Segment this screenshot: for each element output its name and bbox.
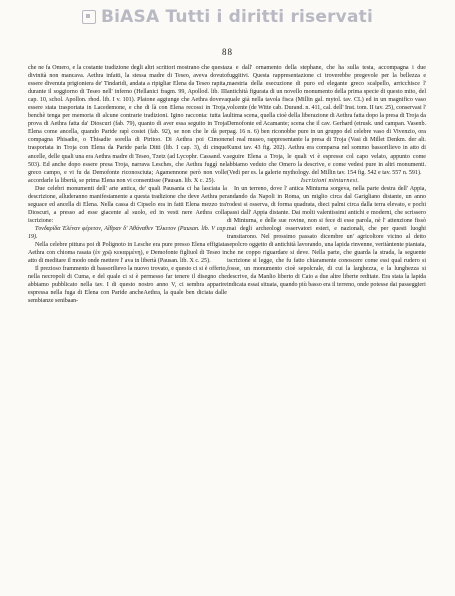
watermark-text: BiASA Tutti i diritti riservati	[101, 7, 373, 27]
greek-inscription: Τυνδαρίδα Ἑλέναν φέρετον, Αἴθραν δ' Ἀθάναθεν Ἕλκετον (Pausan. lib. V cap. 19).	[28, 225, 227, 240]
paragraph: che ne fa Omero, e la costante tradizione degli altri scrittori mostrano che questa divinità non mancava. Aethra infatti, la stessa madre di Teseo, aveva dovuto essere divenuta prigioniera de' Tindaridi, andata a ripigliar Elena da Teseo rapita, durante il soggiorno di Teseo nell' inferno (Hellanici fragm. 99, Apollod. lib. III cap. 10, schol. Apollon. rhod. lib. I v. 101). Platone aggiunge che Aethra doveva essere stata trasportata in Lacedemone, e che di là con Elena recossi in Troja, benchè tenga per memoria di alcune contrarie tradizioni. Igino racconta: tutta la prova di Aethra fatta da' Dioscuri (fab. 79), quanto di aver essa seguito in Troja Elena come ancella, quando Paride rapì costei (fab. 92), se non che le dà per compagna Phisadie, o Thisadie sorella di Piritoo. Di Aethra poi Cimone trasportata in Troja con Elena da Paride parla Ditti (lib. I cap. 3), di cinque ancelle, delle quali una era Aethra madre di Teseo, Tzetz (ad Lycophr. Cassand. v. 503). Ed anche dopo essere presa Troja, narrava Lesches, che Aethra fuggì nel greco campo, e vi fu da Demofonte riconosciuta; Agamennone però non volle accordarle la libertà, se prima Elena non vi consentisse (Pausan. lib. X c. 25).	[28, 65, 227, 184]
paragraph: In un terreno, dove l' antica Minturna sorgeva, nella parte destra dell' Appia, andando da Napoli in Roma, un miglio circa dal Garigliano distante, un anno rodesi si osserva, di forma quadrata, dieci palmi circa dalla terra elevato, e pochi passi dall' Appia distante. Dai molti valentissimi antichi e moderni, che scrissero di Minturna, e delle sue rovine, non si fece di esse parola, nè l' attenzione fissò mai degli archeologi osservatori esteri, e nazionali, che per questi luoghi transitarono. Nel prossimo passato dicembre un' agricoltore vicino al detto sepolcro oggetto di antichità lavorando, una lapida rinvenne, veritàntente piantata, che ne coppo riguardare si deve. Nella parte, che guarda la strada, la seguente iscrizione si legge, che fu fatto chiaramente conoscere come essi qual rudero si fosse, un monumento cioè sepolcrale, di cui la larghezza, e la lunghezza si descrive, da Manlio liberto di Caio a due altre liberte reditate. Era stata la lapida indicata essai situata, quando più basso era il terreno, onde potesse dai passeggieri	[227, 185, 426, 289]
paragraph: za e dall' ornamento della stephane, che ha sulla testa, accompagna i due fuggitivi. Questa rappresentazione ci troverebbe pregevole per la bellezza e maestria della esecuzione di puro ed elegante greco scalpello, arricchisce l' antichità figurata di un novello monumento della prima specie di questo mito, del quale già nella tavola fisca (Millin gal. mytol. tav. CL) ed in un magnifico vaso volcente (de Witte cab. Durand. n. 411, cal. dell' Inst. tom. II tav. 25), conservasi l' ultima scena, quella cioè della liberazione di Aethra fatta dopo la presa di Troja da Demofonte ed Acamante; scena che il cav. Gerhard (etrusk. und campan. Vasenb. pag. 16 n. 6) ben riconobbe pure in un gruppo del celebre vaso di Vivenzio, ora nel real museo, rappresentante la presa di Troja (Vasi di Millet Denkm. der alt. Kunst tav. 43 fig. 202). Aethra era comparsa nel sommo bassorilievo in atto di seguire Elena a Troja, le quali vi è espresse col capo velato, appunto come abbiamo veduto che Omero la descrive, e come vedesi pure in altri monumenti. (Vedi per es. la galerie mythology. del Millin tav. 154 fig. 542 e tav. 557 n. 591).	[227, 65, 427, 176]
paragraph: Nella celebre pittura poi di Polignoto in Lesche era pure presso Elena effigiata Aethra con chioma rasata (ἐν χρῷ κεκαρμένη), e Demofonte figliuol di Teseo in atto di meditare il modo onde mettere l' ava in libertà (Pausan. lib. X c. 25).	[28, 242, 227, 265]
left-column	[28, 64, 227, 305]
section-title: Iscrizioni minturnesi.	[300, 177, 360, 184]
page-number: 88	[222, 47, 233, 57]
watermark-banner	[0, 0, 455, 34]
watermark-logo-icon	[82, 10, 96, 24]
right-column	[227, 64, 426, 289]
paragraph: Il prezioso frammento di bassorilievo la nuovo trovato, e questo ci si è offerto, nella necropoli di Cuma, e del quale ci si è permesso far tenere il disegno che abbiamo pubblicato nella tav. I di questo nostro anno V, ci sembra apparire espressa nella fuga di Elena con Paride ancheAethra, la quale ben diciata dalle sembianze senibaan-	[28, 266, 227, 305]
paragraph: Due celebri monumenti dell' arte antica, de' quali Pausania ci ha lasciata la descrizione, alluderanno manifestamente a questa tradizione che deve Aethra per seguace ed ancella di Elena. Nella cassa di Cipselo era in fatti Elena mezzo tra' Dioscuri, a presso ad esse giacente al suolo, ed in vesti nere Aethra colla iscrizione:	[28, 185, 227, 224]
